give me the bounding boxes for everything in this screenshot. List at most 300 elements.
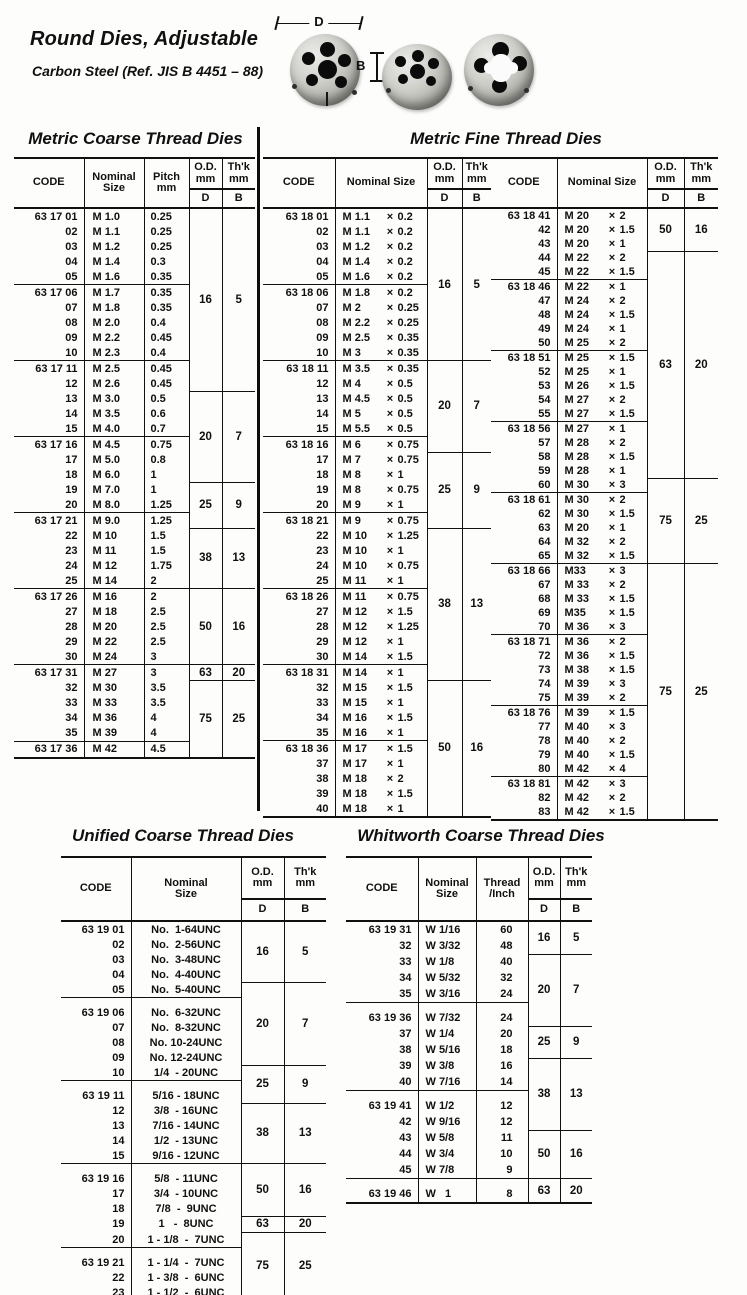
od-d-header: D [189,189,222,208]
code-cell: 28 [316,620,329,633]
pitch-cell: 0.45 [144,376,189,391]
code-cell: 13 [65,392,78,405]
size-cell: W 7/8 [418,1162,476,1179]
code-cell: 28 [65,620,78,633]
thk-header: Th'k mm [462,158,491,189]
thk-cell: 5 [222,208,255,391]
tpi-cell: 16 [476,1058,528,1074]
pitch-cell: 4.5 [144,741,189,758]
code-cell: 63 18 76 [491,706,557,721]
code-cell: 22 [316,529,329,542]
size-cell: M 2.5 × 0.35 [335,330,427,345]
size-cell: M 2.0 [84,315,144,330]
od-cell: 20 [528,954,560,1026]
size-cell: 5/16 - 18UNC [131,1081,241,1104]
size-cell: M 27 × 1.5 [557,407,647,422]
tpi-cell: 14 [476,1074,528,1091]
code-cell: 30 [316,650,329,663]
table-row [14,208,255,224]
code-cell: 24 [316,559,329,572]
size-cell: M 7 × 0.75 [335,452,427,467]
code-cell: 09 [65,331,78,344]
code-cell: 07 [65,301,78,314]
size-cell: M33 × 3 [557,564,647,579]
code-cell: 58 [538,451,551,463]
table-row [491,478,718,493]
size-cell: W 3/16 [418,986,476,1003]
code-cell: 45 [399,1164,412,1176]
code-cell: 20 [65,498,78,511]
size-cell: W 3/4 [418,1146,476,1162]
size-cell: M 36 × 3 [557,620,647,635]
code-cell: 39 [316,787,329,800]
code-cell: 59 [538,465,551,477]
code-cell: 14 [316,407,329,420]
size-cell: M 36 [84,711,144,726]
code-cell: 63 18 56 [491,422,557,437]
pitch-cell: 3.5 [144,681,189,696]
code-cell: 07 [112,1021,125,1034]
size-cell: M 1.1 × 0.2 [335,208,427,224]
size-cell: 3/8 - 16UNC [131,1103,241,1118]
size-cell: No. 8-32UNC [131,1020,241,1035]
size-cell: M 1.1 [84,224,144,239]
size-cell: No. 12-24UNC [131,1050,241,1065]
whitworth-table [346,856,592,1204]
size-cell: M 36 × 2 [557,635,647,650]
code-cell: 10 [65,346,78,359]
thk-cell: 16 [222,589,255,665]
table-row [14,665,255,681]
code-cell: 33 [399,956,412,968]
size-cell: M 40 × 2 [557,734,647,748]
pitch-cell: 1 [144,467,189,482]
tpi-cell: 32 [476,970,528,986]
pitch-cell: 0.35 [144,285,189,301]
code-header: CODE [263,158,335,208]
size-cell: 1/2 - 13UNC [131,1133,241,1148]
thk-cell: 7 [284,982,326,1065]
table-row [263,528,491,543]
thk-cell: 13 [462,528,491,680]
code-cell: 63 18 51 [491,351,557,366]
code-cell: 32 [65,682,78,694]
size-cell: M 1.2 [84,239,144,254]
code-cell: 42 [399,1116,412,1128]
size-cell: M 3 × 0.35 [335,345,427,361]
code-cell: 63 18 01 [285,210,329,223]
pitch-cell: 0.7 [144,421,189,437]
thk-cell: 7 [560,954,592,1026]
metric-fine-title: Metric Fine Thread Dies [410,129,602,148]
pitch-cell: 3.5 [144,696,189,711]
size-cell: M 20 × 1.5 [557,223,647,237]
od-cell: 25 [528,1026,560,1058]
size-cell: 3/4 - 10UNC [131,1186,241,1201]
code-cell: 08 [316,316,329,329]
tpi-cell: 10 [476,1146,528,1162]
code-cell: 03 [112,953,125,966]
size-cell: M 1.8 × 0.2 [335,285,427,301]
size-cell: No. 2-56UNC [131,937,241,952]
size-cell: M 5 × 0.5 [335,406,427,421]
code-cell: 18 [65,468,78,481]
size-cell: M 24 [84,649,144,665]
code-cell: 23 [65,544,78,557]
thk-b-header: B [560,899,592,921]
size-cell: M 10 × 0.75 [335,558,427,573]
code-cell: 63 18 36 [263,741,335,757]
whitworth-section [346,856,592,1204]
table-row [263,452,491,467]
od-cell: 75 [189,681,222,758]
code-cell: 33 [65,697,78,709]
thk-cell: 5 [560,921,592,954]
code-cell: 49 [538,323,551,335]
size-cell: 9/16 - 12UNC [131,1148,241,1164]
size-cell: No. 5-40UNC [131,982,241,998]
table-row [491,251,718,265]
table-row [61,1103,326,1118]
od-cell: 25 [427,452,462,528]
thk-header: Th'k mm [284,857,326,899]
section-divider [257,127,260,811]
size-cell: M 4.0 [84,421,144,437]
code-cell: 63 19 01 [81,923,125,936]
size-cell: M 9 × 0.75 [335,513,427,529]
size-cell: M 10 × 1 [335,543,427,558]
size-cell: M35 × 1.5 [557,606,647,620]
pitch-cell: 1.5 [144,543,189,558]
code-cell: 27 [316,605,329,618]
pitch-cell: 0.35 [144,300,189,315]
code-cell: 13 [316,392,329,405]
code-cell: 70 [538,621,551,633]
size-cell: M 40 × 3 [557,720,647,734]
table-row [61,1216,326,1232]
size-cell: M 7.0 [84,482,144,497]
pitch-cell: 0.25 [144,208,189,224]
code-cell: 20 [316,498,329,511]
size-cell: M 4.5 × 0.5 [335,391,427,406]
code-cell: 37 [399,1028,412,1040]
size-cell: M 16 × 1.5 [335,710,427,725]
size-cell: No. 1-64UNC [131,921,241,937]
metric-coarse-title: Metric Coarse Thread Dies [28,129,243,148]
size-cell: M 24 × 1.5 [557,308,647,322]
size-cell: M 1.7 [84,285,144,301]
code-cell: 30 [65,650,78,663]
code-cell: 25 [65,574,78,587]
table-row [263,208,491,224]
size-cell: M 32 × 2 [557,535,647,549]
table-row [14,482,255,497]
od-cell: 50 [427,680,462,817]
code-cell: 37 [316,757,329,770]
size-cell: M 27 × 2 [557,393,647,407]
size-cell: M 9.0 [84,513,144,529]
size-cell: 1 - 1/2 - 6UNC [131,1285,241,1295]
size-cell: M 15 × 1.5 [335,680,427,695]
size-cell: No. 10-24UNC [131,1035,241,1050]
code-cell: 35 [316,726,329,739]
size-cell: M 30 × 2 [557,493,647,508]
size-cell: M 25 × 1 [557,365,647,379]
thk-cell: 16 [684,208,718,251]
size-cell: M 2.3 [84,345,144,361]
code-cell: 17 [112,1187,125,1200]
thk-b-header: B [684,189,718,208]
size-cell: M 28 × 1 [557,464,647,478]
code-cell: 05 [112,983,125,996]
thk-cell: 9 [560,1026,592,1058]
size-cell: M 39 × 1.5 [557,706,647,721]
metric-fine-a-table [263,157,491,818]
size-cell: W 1 [418,1179,476,1204]
table-row [491,564,718,579]
size-cell: M 33 × 2 [557,578,647,592]
size-cell: M 39 [84,726,144,742]
size-cell: M 11 [84,543,144,558]
table-row [61,921,326,937]
thk-cell: 25 [284,1232,326,1295]
size-cell: M 18 × 2 [335,771,427,786]
code-cell: 45 [538,266,551,278]
od-cell: 16 [528,921,560,954]
metric-coarse-table [14,157,255,759]
size-cell: M 12 × 1.25 [335,619,427,634]
pitch-cell: 2.5 [144,604,189,619]
page-header [30,28,263,79]
thk-cell: 7 [462,361,491,453]
code-cell: 75 [538,692,551,704]
code-cell: 42 [538,224,551,236]
thk-cell: 9 [222,482,255,528]
code-cell: 47 [538,295,551,307]
thk-cell: 13 [222,528,255,589]
code-cell: 39 [399,1060,412,1072]
code-cell: 19 [65,483,78,496]
code-cell: 08 [112,1036,125,1049]
thk-cell: 9 [462,452,491,528]
size-cell: M 25 × 2 [557,336,647,351]
pitch-header: Pitch mm [144,158,189,208]
size-cell: M 33 × 1.5 [557,592,647,606]
code-cell: 63 17 06 [14,285,84,301]
size-cell: 7/8 - 9UNC [131,1201,241,1216]
size-cell: M 39 × 3 [557,677,647,691]
od-cell: 75 [647,564,684,821]
metric-fine-b-table [491,157,718,821]
size-cell: M 10 [84,528,144,543]
size-cell: 1 - 1/8 - 7UNC [131,1232,241,1248]
size-cell: M 6.0 [84,467,144,482]
code-cell: 22 [65,529,78,542]
pitch-cell: 0.4 [144,315,189,330]
code-cell: 65 [538,550,551,562]
size-cell: W 1/2 [418,1091,476,1115]
code-cell: 74 [538,678,551,690]
od-cell: 63 [647,251,684,478]
size-cell: M 1.6 × 0.2 [335,269,427,285]
pitch-cell: 4 [144,711,189,726]
pitch-cell: 3 [144,665,189,681]
size-cell: W 9/16 [418,1114,476,1130]
code-header: CODE [346,857,418,921]
size-cell: M 2.2 × 0.25 [335,315,427,330]
od-d-header: D [647,189,684,208]
size-cell: M 14 × 1.5 [335,649,427,665]
od-header: O.D. mm [189,158,222,189]
size-header: Nominal Size [557,158,647,208]
metric-coarse-section [14,157,255,759]
size-cell: M 1.8 [84,300,144,315]
code-cell: 48 [538,309,551,321]
size-cell: M 42 × 4 [557,762,647,777]
size-cell: M 9 × 1 [335,497,427,513]
code-cell: 53 [538,380,551,392]
pitch-cell: 2 [144,589,189,605]
pitch-cell: 0.45 [144,330,189,345]
code-cell: 63 18 26 [263,589,335,605]
tpi-cell: 20 [476,1026,528,1042]
code-cell: 63 18 71 [491,635,557,650]
size-cell: No. 4-40UNC [131,967,241,982]
code-cell: 15 [65,422,78,435]
code-cell: 02 [112,938,125,951]
size-cell: M 1.4 × 0.2 [335,254,427,269]
size-cell: M 28 × 1.5 [557,450,647,464]
size-cell: M 11 × 0.75 [335,589,427,605]
size-cell: W 1/4 [418,1026,476,1042]
size-cell: M 1.6 [84,269,144,285]
code-cell: 83 [538,806,551,818]
pitch-cell: 1.25 [144,513,189,529]
size-cell: M 28 × 2 [557,436,647,450]
size-cell: 1 - 3/8 - 6UNC [131,1270,241,1285]
code-cell: 63 19 41 [346,1091,418,1115]
pitch-cell: 0.8 [144,452,189,467]
size-cell: W 5/8 [418,1130,476,1146]
code-cell: 19 [316,483,329,496]
code-cell: 09 [316,331,329,344]
code-cell: 78 [538,735,551,747]
od-cell: 50 [241,1164,284,1217]
thk-cell: 20 [284,1216,326,1232]
product-photo [268,6,573,124]
code-cell: 79 [538,749,551,761]
pitch-cell: 0.5 [144,391,189,406]
od-cell: 38 [189,528,222,589]
size-cell: M 5.5 × 0.5 [335,421,427,437]
size-cell: M 17 × 1.5 [335,741,427,757]
size-cell: M 42 × 1.5 [557,805,647,820]
code-cell: 12 [316,377,329,390]
tpi-cell: 40 [476,954,528,970]
code-cell: 17 [316,453,329,466]
code-cell: 55 [538,408,551,420]
size-cell: W 5/32 [418,970,476,986]
metric-fine-left-section [263,157,491,818]
code-header: CODE [491,158,557,208]
od-cell: 16 [189,208,222,391]
code-cell: 63 18 81 [491,777,557,792]
code-cell: 40 [399,1076,412,1088]
code-cell: 63 17 36 [14,741,84,758]
size-cell: M 30 × 3 [557,478,647,493]
od-d-header: D [241,899,284,921]
thk-b-header: B [284,899,326,921]
size-cell: M 12 × 1 [335,634,427,649]
pitch-cell: 2.5 [144,634,189,649]
pitch-cell: 1.5 [144,528,189,543]
od-cell: 25 [189,482,222,528]
thk-header: Th'k mm [560,857,592,899]
code-cell: 52 [538,366,551,378]
page-title: Round Dies, Adjustable [30,28,259,50]
code-cell: 10 [112,1066,125,1079]
code-header: CODE [61,857,131,921]
code-cell: 63 18 11 [263,361,335,377]
size-cell: M 27 × 1 [557,422,647,437]
size-header: Nominal Size [418,857,476,921]
pitch-cell: 0.75 [144,437,189,453]
size-cell: M 18 × 1 [335,801,427,817]
whitworth-title: Whitworth Coarse Thread Dies [357,826,605,845]
code-cell: 24 [65,559,78,572]
pitch-cell: 0.35 [144,269,189,285]
code-cell: 35 [65,727,78,739]
table-row [346,921,592,938]
code-cell: 02 [65,225,78,238]
size-cell: M 11 × 1 [335,573,427,589]
code-cell: 80 [538,763,551,775]
size-cell: 1/4 - 20UNC [131,1065,241,1081]
pitch-cell: 2 [144,573,189,589]
code-cell: 63 18 21 [263,513,335,529]
table-row [346,954,592,970]
size-cell: M 42 [84,741,144,758]
pitch-cell: 3 [144,649,189,665]
dimension-d-label: D [309,14,328,29]
od-d-header: D [528,899,560,921]
code-cell: 18 [112,1202,125,1215]
code-cell: 63 17 31 [14,665,84,681]
size-header: Nominal Size [131,857,241,921]
code-cell: 63 17 01 [34,210,78,223]
code-cell: 63 17 26 [14,589,84,605]
size-cell: 7/16 - 14UNC [131,1118,241,1133]
thk-cell: 13 [284,1103,326,1164]
code-cell: 63 18 31 [263,665,335,681]
code-cell: 13 [112,1119,125,1132]
code-cell: 73 [538,664,551,676]
size-cell: M 4 × 0.5 [335,376,427,391]
od-header: O.D. mm [647,158,684,189]
size-cell: M 2.5 [84,361,144,377]
code-cell: 40 [316,802,329,815]
thk-b-header: B [462,189,491,208]
code-cell: 20 [112,1233,125,1246]
od-cell: 75 [647,478,684,564]
table-row [346,1179,592,1204]
size-cell: M 20 [84,619,144,634]
od-header: O.D. mm [528,857,560,899]
page-subtitle: Carbon Steel (Ref. JIS B 4451 – 88) [32,63,264,79]
od-header: O.D. mm [241,857,284,899]
size-cell: M 20 × 1 [557,521,647,535]
tpi-cell: 12 [476,1114,528,1130]
